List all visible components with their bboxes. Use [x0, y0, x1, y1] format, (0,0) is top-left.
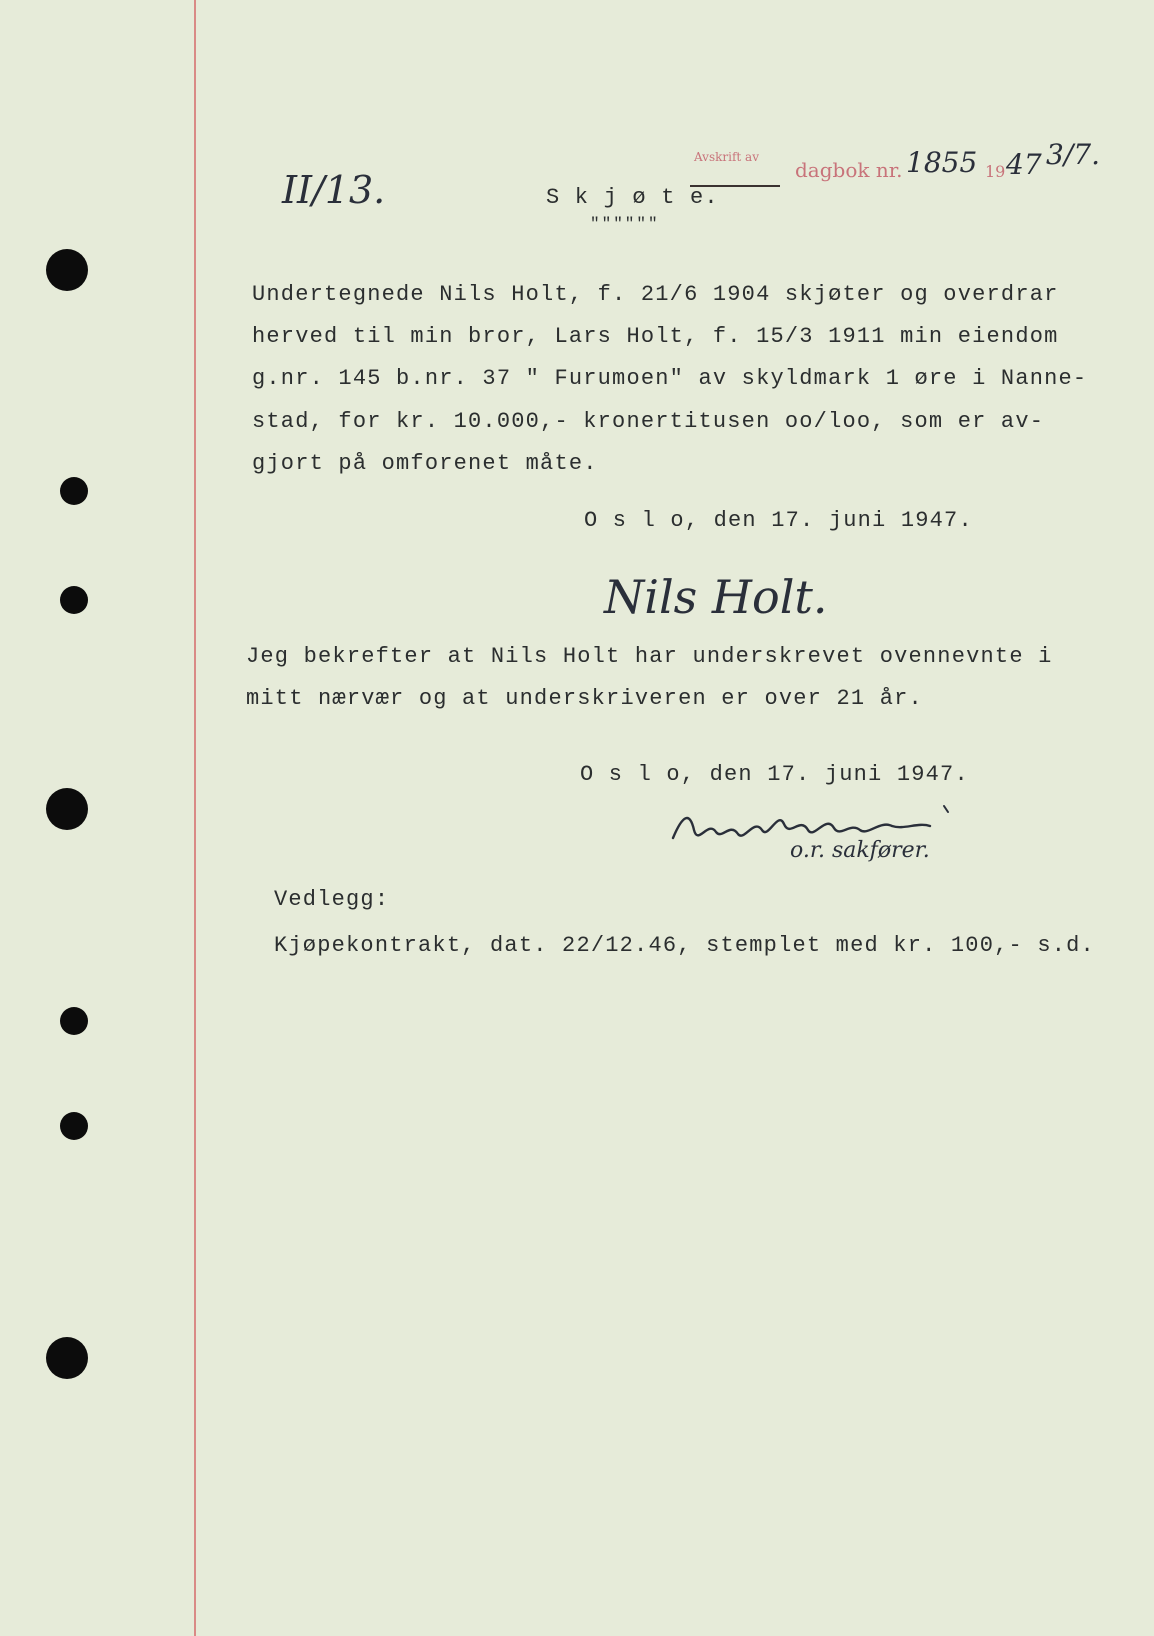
punch-hole	[60, 477, 88, 505]
stamp-year-prefix: 19	[985, 162, 1006, 181]
punch-hole	[60, 1112, 88, 1140]
witness-title: o.r. sakfører.	[790, 838, 930, 863]
attachments-line: Kjøpekontrakt, dat. 22/12.46, stemplet med kr. 100,- s.d.	[274, 933, 1095, 958]
dagbok-number: 1855	[906, 146, 978, 179]
signature: Nils Holt.	[604, 570, 828, 624]
margin-note: II/13.	[282, 168, 386, 212]
stamp-date: 3/7.	[1046, 138, 1100, 171]
witness-line: mitt nærvær og at underskriveren er over 21 år.	[246, 686, 923, 711]
title-underline: """"""	[590, 215, 660, 233]
body-line: g.nr. 145 b.nr. 37 " Furumoen" av skyldmark 1 øre i Nanne-	[252, 366, 1088, 391]
place-date: O s l o, den 17. juni 1947.	[584, 508, 973, 533]
body-line: Undertegnede Nils Holt, f. 21/6 1904 skjøter og overdrar	[252, 282, 1059, 307]
body-line: herved til min bror, Lars Holt, f. 15/3 1911 min eiendom	[252, 324, 1059, 349]
stamp-dagbok-label: dagbok nr.	[795, 158, 903, 182]
body-line: gjort på omforenet måte.	[252, 451, 598, 476]
margin-line	[194, 0, 196, 1636]
punch-hole	[46, 1337, 88, 1379]
document-title: S k j ø t e.	[546, 185, 719, 210]
attachments-label: Vedlegg:	[274, 887, 390, 912]
punch-hole	[46, 249, 88, 291]
punch-hole	[60, 1007, 88, 1035]
punch-hole	[60, 586, 88, 614]
body-line: stad, for kr. 10.000,- kronertitusen oo/loo, som er av-	[252, 409, 1045, 434]
place-date: O s l o, den 17. juni 1947.	[580, 762, 969, 787]
punch-hole	[46, 788, 88, 830]
witness-line: Jeg bekrefter at Nils Holt har underskrevet ovennevnte i	[246, 644, 1053, 669]
stamp-year-suffix: 47	[1006, 148, 1042, 181]
stamp-line-1: Avskrift av	[694, 150, 759, 164]
